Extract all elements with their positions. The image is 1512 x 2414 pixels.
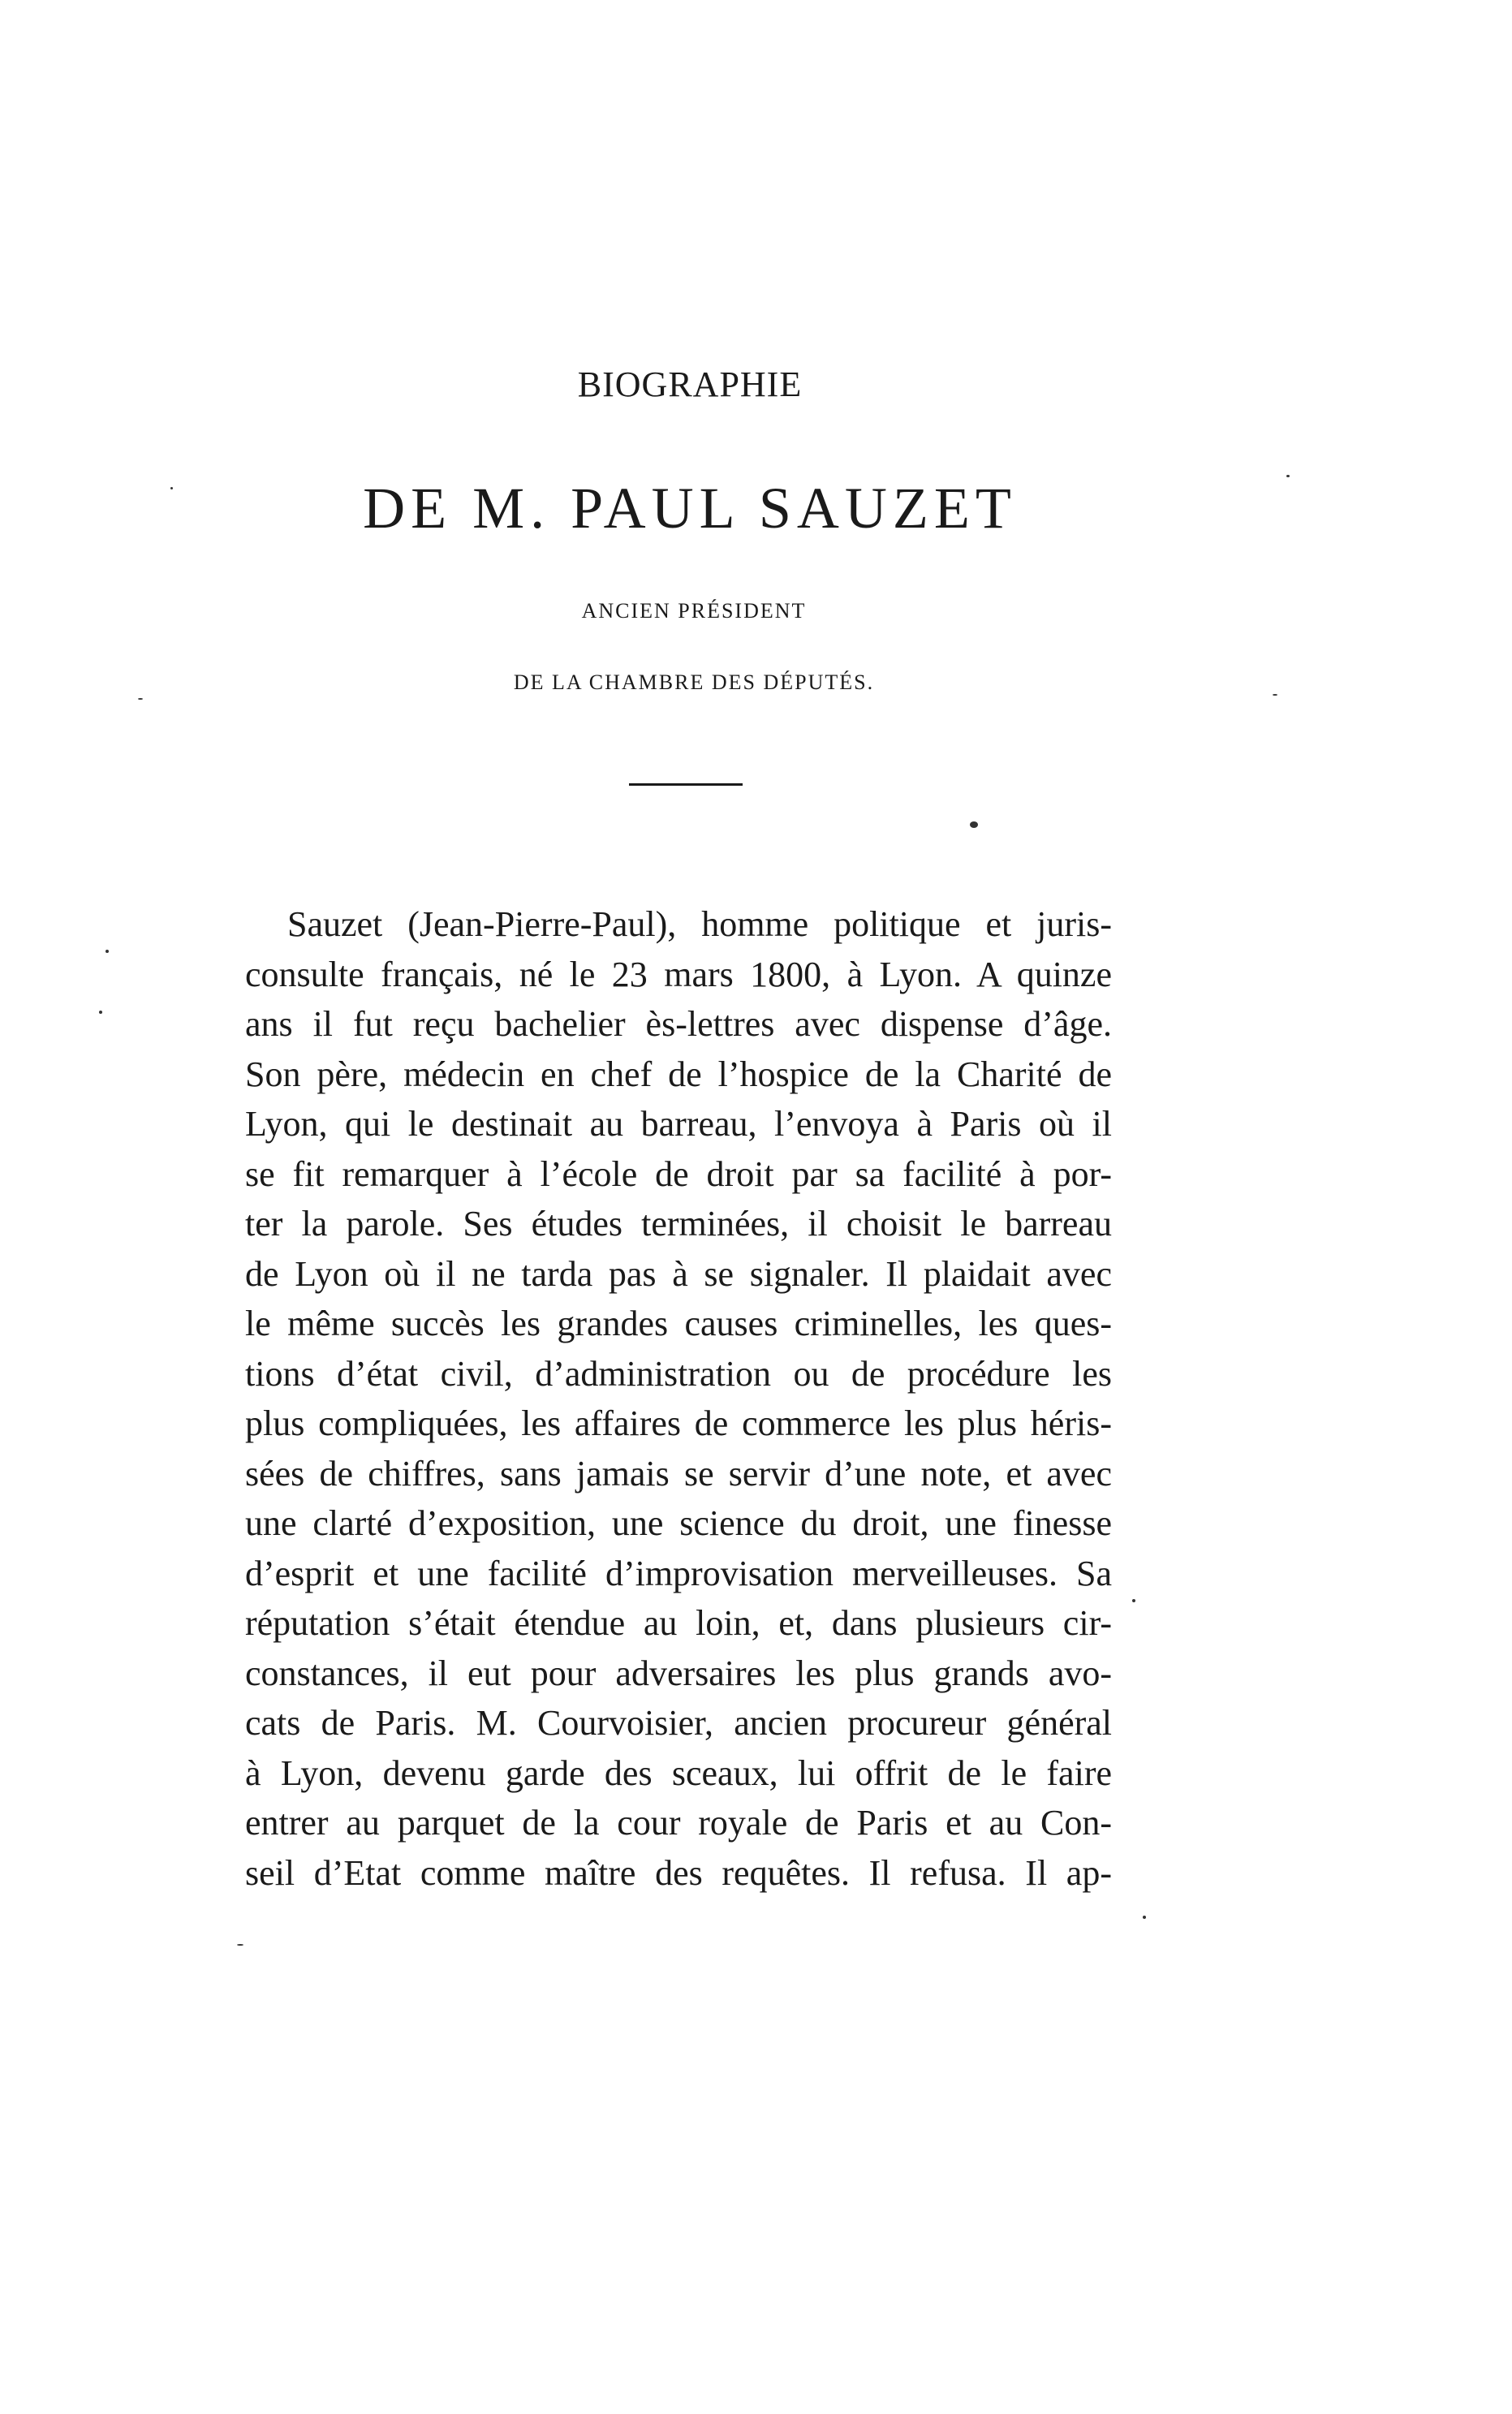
scan-speck — [106, 950, 109, 953]
body-line: Lyon, qui le destinait au barreau, l’envoya à Paris où il — [245, 1104, 1112, 1144]
scan-speck — [99, 1011, 102, 1014]
body-line: une clarté d’exposition, une science du droit, une finesse — [245, 1503, 1112, 1543]
body-line: sées de chiffres, sans jamais se servir d’une note, et avec — [245, 1453, 1112, 1494]
subtitle-line-2: DE LA CHAMBRE DES DÉPUTÉS. — [513, 670, 875, 694]
body-line: le même succès les grandes causes criminelles, les ques- — [245, 1304, 1112, 1343]
scan-speck — [1286, 475, 1290, 477]
body-line: se fit remarquer à l’école de droit par sa facilité à por- — [245, 1153, 1112, 1194]
body-line: constances, il eut pour adversaires les plus grands avo- — [245, 1653, 1112, 1693]
body-line: de Lyon où il ne tarda pas à se signaler. Il plaidait avec — [245, 1253, 1112, 1294]
scan-speck — [1273, 694, 1277, 696]
body-line: d’esprit et une facilité d’improvisation merveilleuses. Sa — [245, 1553, 1112, 1593]
body-line: à Lyon, devenu garde des sceaux, lui offrit de le faire — [245, 1752, 1112, 1793]
body-line: seil d’Etat comme maître des requêtes. Il refusa. Il ap- — [245, 1852, 1112, 1893]
body-paragraph — [245, 899, 1112, 1898]
body-line: entrer au parquet de la cour royale de Paris et au Con- — [245, 1803, 1112, 1843]
page-title: DE M. PAUL SAUZET — [363, 476, 1017, 541]
scan-speck — [970, 821, 978, 828]
body-line: cats de Paris. M. Courvoisier, ancien procureur général — [245, 1703, 1112, 1743]
body-line: Sauzet (Jean-Pierre-Paul), homme politique et juris- — [287, 904, 1112, 944]
body-line: consulte français, né le 23 mars 1800, à Lyon. A quinze — [245, 954, 1112, 994]
body-line: réputation s’était étendue au loin, et, dans plusieurs cir- — [245, 1603, 1112, 1643]
body-line: ter la parole. Ses études terminées, il choisit le barreau — [245, 1204, 1112, 1244]
body-line: tions d’état civil, d’administration ou de procédure les — [245, 1353, 1112, 1394]
subtitle-line-1: ANCIEN PRÉSIDENT — [581, 599, 807, 623]
scan-speck — [138, 698, 143, 700]
body-line: plus compliquées, les affaires de commerce les plus héris- — [245, 1403, 1112, 1443]
title-separator-rule — [629, 783, 743, 786]
scan-speck — [170, 487, 173, 489]
biography-kicker: BIOGRAPHIE — [577, 364, 803, 404]
body-line: Son père, médecin en chef de l’hospice de la Charité de — [245, 1054, 1112, 1094]
scan-speck — [237, 1944, 243, 1946]
body-line: ans il fut reçu bachelier ès-lettres avec dispense d’âge. — [245, 1004, 1112, 1044]
scan-speck — [1143, 1916, 1146, 1919]
scan-speck — [1132, 1599, 1135, 1602]
